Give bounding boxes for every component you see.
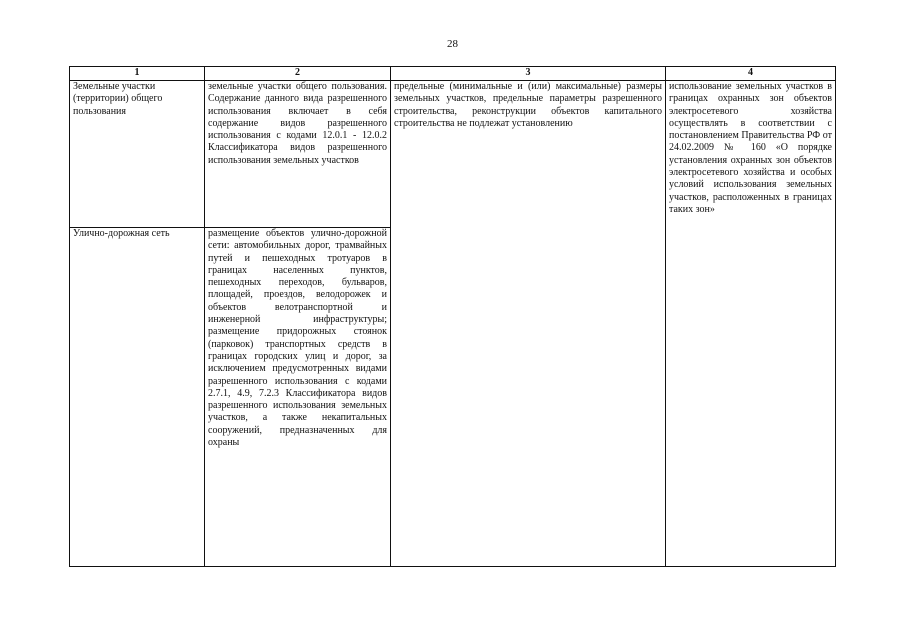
- column-header-2: 2: [205, 67, 391, 81]
- column-header-1: 1: [70, 67, 205, 81]
- page-number: 28: [447, 38, 458, 50]
- parameters-cell: предельные (минимальные и (или) максимальные) размеры земельных участков, предельные параметры разрешенного строительства, реконструкции объектов капитального строительства не подлежат установлению: [391, 81, 666, 567]
- restrictions-cell: использование земельных участков в границах охранных зон объектов электросетевого хозяйства осуществлять в соответствии с постановлением Правительства РФ от 24.02.2009 № 160 «О порядке установления охранных зон объектов электросетевого хозяйства и особых условий использования земельных участков, расположенных в границах таких зон»: [666, 81, 836, 567]
- column-header-4: 4: [666, 67, 836, 81]
- table-header-row: [70, 67, 836, 81]
- document-table: [69, 66, 836, 567]
- column-header-3: 3: [391, 67, 666, 81]
- land-use-name-cell: Земельные участки (территории) общего пользования: [70, 81, 205, 228]
- land-use-description-cell: земельные участки общего пользования. Содержание данного вида разрешенного использования включает в себя содержание видов разрешенного использования с кодами 12.0.1 - 12.0.2 Классификатора видов разрешенного использования земельных участков: [205, 81, 391, 228]
- land-use-description-cell: размещение объектов улично-дорожной сети: автомобильных дорог, трамвайных путей и пешеходных тротуаров в границах населенных пунктов, пешеходных переходов, бульваров, площадей, проездов, велодорожек и объектов велотранспортной и инженерной инфраструктуры; размещение придорожных стоянок (парковок) транспортных средств в границах городских улиц и дорог, за исключением предусмотренных видами разрешенного использования с кодами 2.7.1, 4.9, 7.2.3 Классификатора видов разрешенного использования земельных участков, а также некапитальных сооружений, предназначенных для охраны: [205, 228, 391, 567]
- land-use-name-cell: Улично-дорожная сеть: [70, 228, 205, 567]
- table-row: [70, 81, 836, 228]
